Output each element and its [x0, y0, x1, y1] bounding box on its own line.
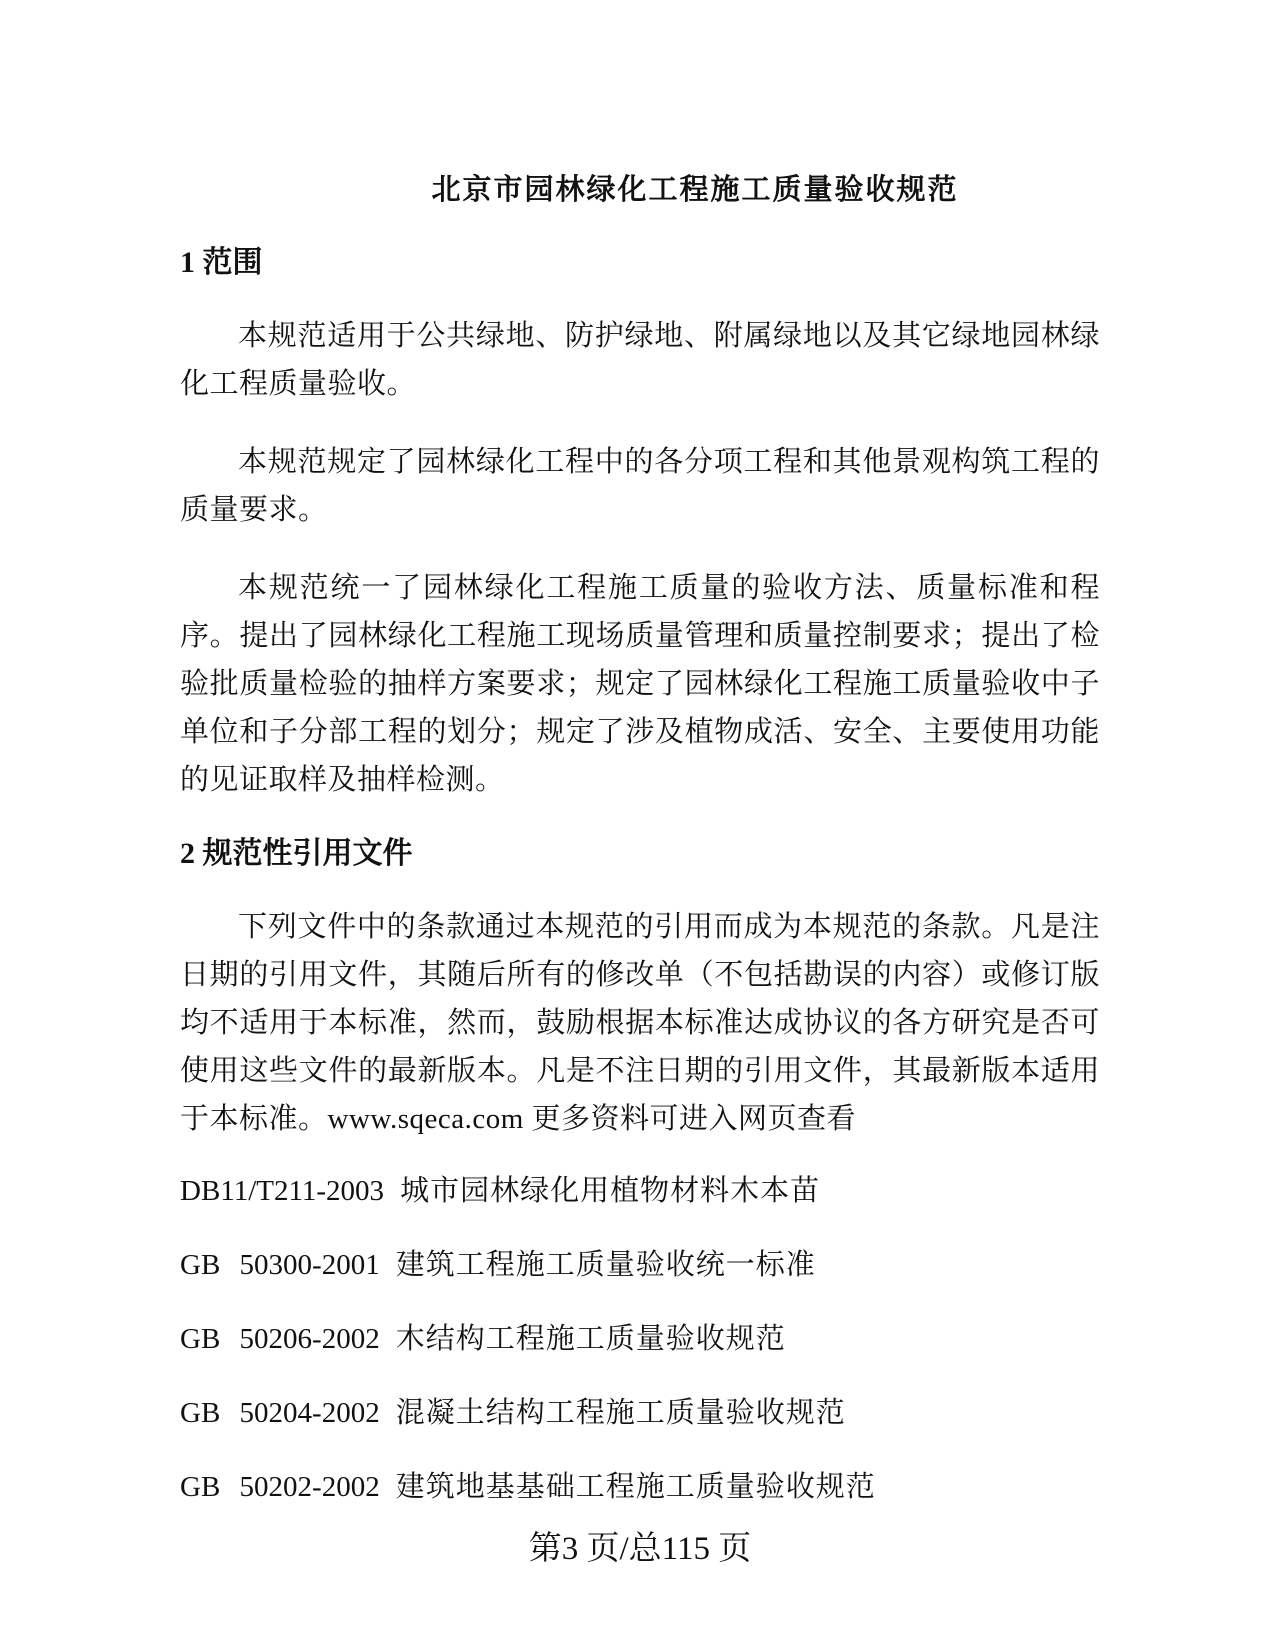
reference-title: 建筑工程施工质量验收统一标准 — [395, 1249, 816, 1281]
reference-code: GB 50206-2002 — [180, 1323, 380, 1355]
reference-title: 建筑地基基础工程施工质量验收规范 — [395, 1471, 876, 1503]
reference-item — [180, 1463, 1100, 1511]
reference-item — [180, 1241, 1100, 1289]
section-1-paragraph-3: 本规范统一了园林绿化工程施工质量的验收方法、质量标准和程序。提出了园林绿化工程施工现场质量管理和质量控制要求；提出了检验批质量检验的抽样方案要求；规定了园林绿化工程施工质量验收中子单位和子分部工程的划分；规定了涉及植物成活、安全、主要使用功能的见证取样及抽样检测。 — [180, 572, 1100, 796]
reference-item — [180, 1389, 1100, 1437]
document-title: 北京市园林绿化工程施工质量验收规范 — [431, 174, 959, 206]
reference-code: GB 50204-2002 — [180, 1397, 380, 1429]
section-2-paragraph-1: 下列文件中的条款通过本规范的引用而成为本规范的条款。凡是注日期的引用文件，其随后所有的修改单（不包括勘误的内容）或修订版均不适用于本标准，然而，鼓励根据本标准达成协议的各方研究是否可使用这些文件的最新版本。凡是不注日期的引用文件，其最新版本适用于本标准。www.sqeca.com 更多资料可进入网页查看 — [180, 911, 1100, 1135]
page-footer: 第3 页/总115 页 — [528, 1531, 752, 1567]
section-1-paragraph-2: 本规范规定了园林绿化工程中的各分项工程和其他景观构筑工程的质量要求。 — [180, 446, 1100, 526]
reference-item — [180, 1167, 1100, 1215]
reference-code: GB 50202-2002 — [180, 1471, 380, 1503]
reference-title: 木结构工程施工质量验收规范 — [395, 1323, 786, 1355]
reference-code: GB 50300-2001 — [180, 1249, 380, 1281]
reference-item — [180, 1315, 1100, 1363]
section-1-heading: 1 范围 — [180, 246, 263, 279]
section-2-heading: 2 规范性引用文件 — [180, 837, 413, 870]
section-1-paragraph-1: 本规范适用于公共绿地、防护绿地、附属绿地以及其它绿地园林绿化工程质量验收。 — [180, 320, 1100, 400]
reference-code: DB11/T211-2003 — [180, 1175, 385, 1207]
reference-title: 混凝土结构工程施工质量验收规范 — [395, 1397, 846, 1429]
reference-title: 城市园林绿化用植物材料木本苗 — [400, 1175, 821, 1207]
